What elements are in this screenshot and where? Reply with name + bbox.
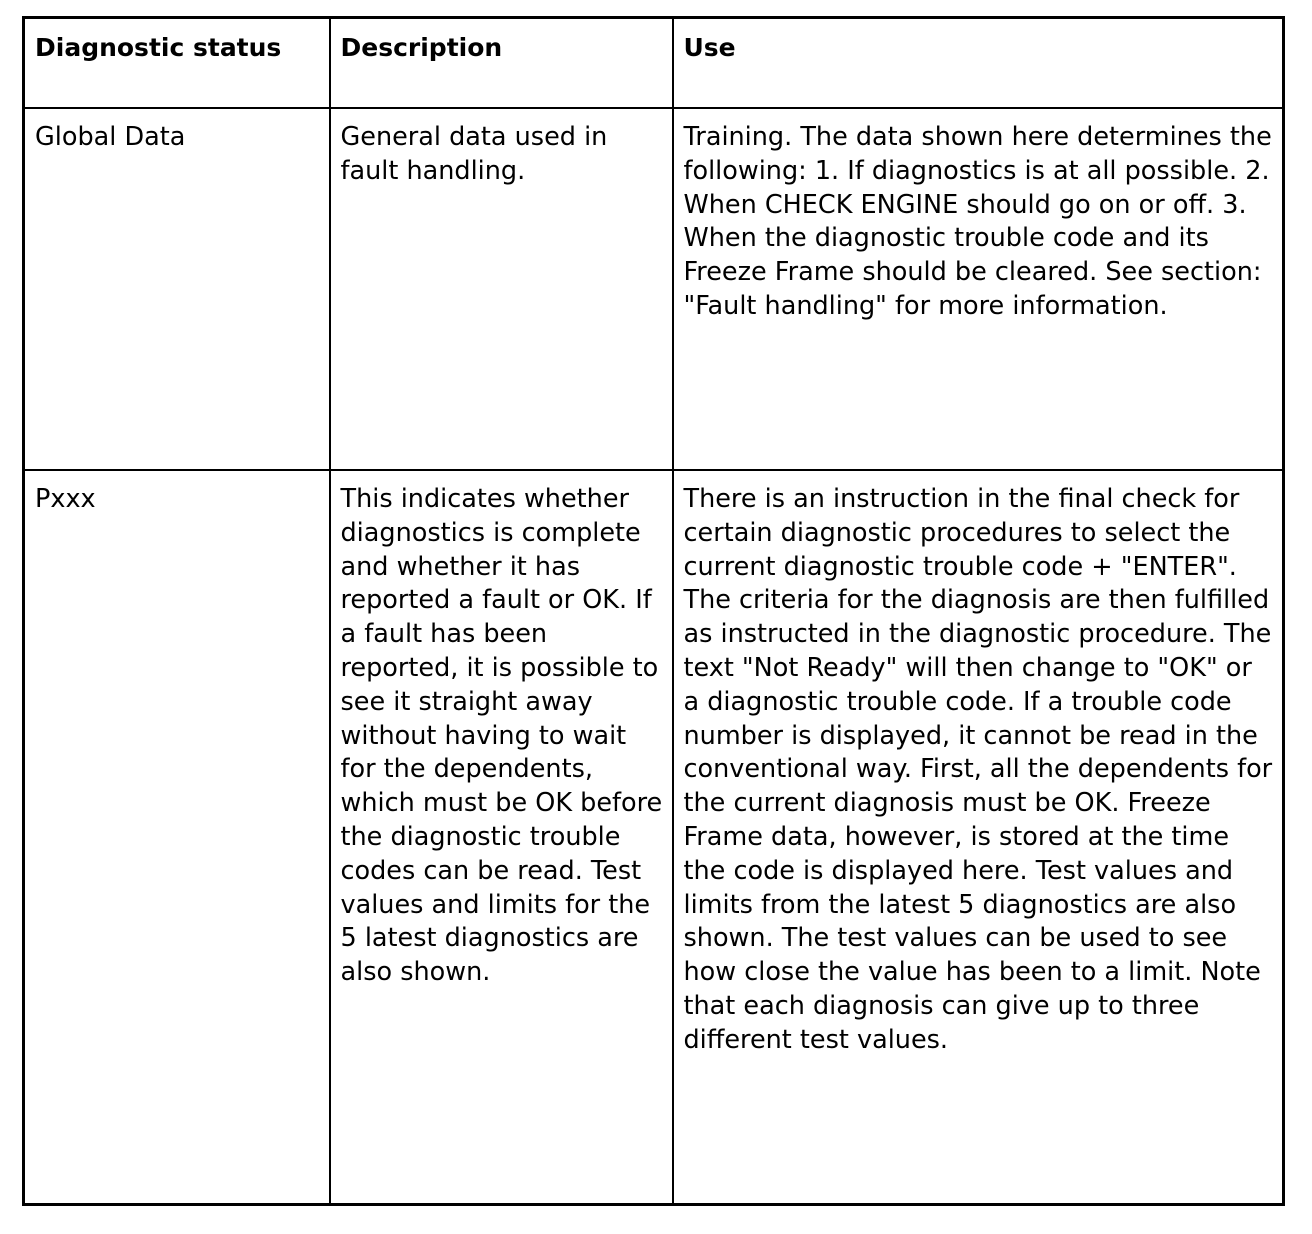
use-text: Training. The data shown here determines the following: 1. If diagnostics is at all possible. 2. When CHECK ENGINE should go on or off. 3. When the diagnostic trouble code and its Freeze Frame should be cleared. See section: "Fault handling" for more information. [683,122,1272,321]
cell-use [673,108,1284,470]
description-text: This indicates whether diagnostics is complete and whether it has reported a fault or OK. If a fault has been reported, it is possible to see it straight away without having to wait for the dependents, which must be OK before the diagnostic trouble codes can be read. Test values and limits for the 5 latest diagnostics are also shown. [340,484,663,988]
diagnostic-status-table [22,16,1285,1206]
header-use: Use [673,18,1284,109]
cell-status [24,108,330,470]
cell-description [330,470,673,1205]
table-row-global-data [24,108,1284,470]
cell-status [24,470,330,1205]
cell-description [330,108,673,470]
use-text: There is an instruction in the final check for certain diagnostic procedures to select the current diagnostic trouble code + "ENTER". The criteria for the diagnosis are then fulfilled as instructed in the diagnostic procedure. The text "Not Ready" will then change to "OK" or a diagnostic trouble code. If a trouble code number is displayed, it cannot be read in the conventional way. First, all the dependents for the current diagnosis must be OK. Freeze Frame data, however, is stored at the time the code is displayed here. Test values and limits from the latest 5 diagnostics are also shown. The test values can be used to see how close the value has been to a limit. Note that each diagnosis can give up to three different test values. [683,484,1273,1055]
table-header-row [24,18,1284,109]
description-text: General data used in fault handling. [340,122,608,186]
cell-use [673,470,1284,1205]
header-diagnostic-status: Diagnostic status [24,18,330,109]
status-text: Pxxx [35,484,96,514]
status-text: Global Data [35,122,186,152]
table-row-pxxx [24,470,1284,1205]
header-description: Description [330,18,673,109]
